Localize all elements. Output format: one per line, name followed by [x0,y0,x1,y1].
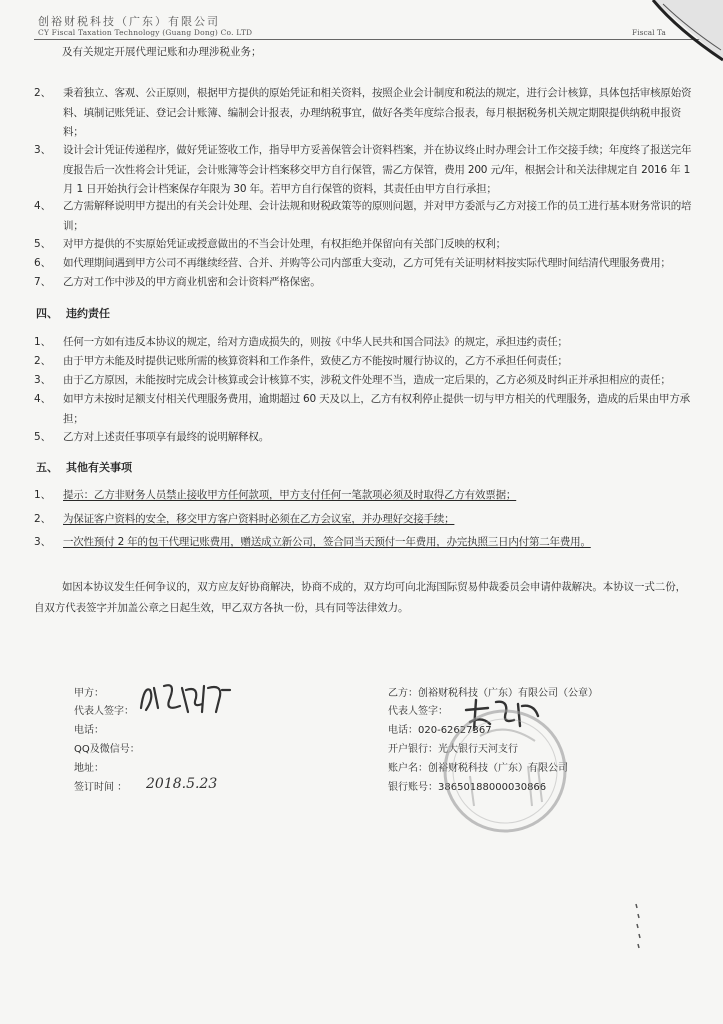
section-title: 违约责任 [66,307,110,320]
item-number: 2、 [34,355,52,367]
margin-marks-icon [630,900,650,960]
item-text: 设计会计凭证传递程序，做好凭证签收工作，指导甲方妥善保管会计资料档案，并在协议终止时办理会计工作交接手续；年度终了报送完年度报告后一次性将会计凭证，会计账簿等会计档案移交甲方自行保管，需乙方保管，费用 200 元/年，根据会计和关法律规定自 2016 年 1 月 1 日开始执行会计档案保存年限为 30 年。若甲方自行保管的资料，其责任由甲方自行承担； [63,144,692,195]
party-a-date-label: 签订时间 ： [74,782,128,793]
party-b-account-no-line: 银行账号：38650188000030866 [388,782,547,793]
item-text: 由于甲方未能及时提供记账所需的核算资料和工作条件，致使乙方不能按时履行协议的，乙方不承担任何责任； [63,355,568,367]
party-b-name-line: 乙方：创裕财税科技（广东）有限公司（公章） [388,688,598,699]
section-number: 四、 [36,307,58,320]
item-number: 5、 [34,238,52,250]
item-text: 乙方需解释说明甲方提出的有关会计处理、会计法规和财税政策等的原则问题，并对甲方委派与乙方对接工作的员工进行基本财务常识的培训； [63,200,692,232]
item-text: 乙方对上述责任事项享有最终的说明解释权。 [63,431,269,443]
item-text: 如甲方未按时足额支付相关代理服务费用，逾期超过 60 天及以上，乙方有权利停止提供一切与甲方相关的代理服务，造成的后果由甲方承担； [63,393,690,425]
item-text: 如代理期间遇到甲方公司不再继续经营、合并、并购等公司内部重大变动，乙方可凭有关证明材料按实际代理时间结清代理服务费用； [63,257,671,269]
item-text: 任何一方如有违反本协议的规定，给对方造成损失的，则按《中华人民共和国合同法》的规定，承担违约责任； [63,336,568,348]
folded-corner-icon [633,0,723,70]
item-number: 4、 [34,393,52,405]
party-b-bank-line: 开户银行：光大银行天河支行 [388,744,518,755]
item-text: 秉着独立、客观、公正原则，根据甲方提供的原始凭证和相关资料，按照企业会计制度和税法的规定，进行会计核算，具体包括审核原始资料、填制记账凭证、登记会计账簿、编制会计报表，办理纳税事宜，做好各类年度综合报表，每月根据税务机关规定期限提供纳税申报资料； [63,87,692,138]
header-company-en: CY Fiscal Taxation Technology (Guang Dong) Co. LTD [38,28,253,37]
section-title: 其他有关事项 [66,461,132,474]
section-heading [36,459,132,475]
item-number: 5、 [34,431,52,443]
item-number: 1、 [34,489,52,501]
party-a-date-handwritten: 2018.5.23 [146,776,218,792]
lead-text: 及有关规定开展代理记账和办理涉税业务； [62,46,262,58]
party-b-account-name-line: 账户名：创裕财税科技（广东）有限公司 [388,763,568,774]
item-text: 一次性预付 2 年的包干代理记账费用，赠送成立新公司，签合同当天预付一年费用，办完执照三日内付第二年费用。 [63,536,591,548]
item-number: 1、 [34,336,52,348]
company-seal-icon [440,706,570,836]
item-number: 7、 [34,276,52,288]
item-number: 4、 [34,200,52,212]
header-right-text: Fiscal Ta [632,28,666,37]
item-number: 3、 [34,374,52,386]
party-b-rep-label: 代表人签字： [388,706,448,717]
item-text: 为保证客户资料的安全，移交甲方客户资料时必须在乙方会议室，并办理好交接手续； [63,513,455,525]
party-a-phone-label: 电话： [74,725,104,736]
header-company-cn: 创裕财税科技（广东）有限公司 [38,15,220,28]
header-divider [34,39,723,40]
item-number: 2、 [34,87,52,99]
party-a-rep-label: 代表人签字： [74,706,134,717]
item-number: 3、 [34,536,52,548]
section-heading [36,305,110,321]
item-text: 由于乙方原因，未能按时完成会计核算或会计核算不实，涉税文件处理不当，造成一定后果的，乙方必须及时纠正并承担相应的责任； [63,374,671,386]
party-a-qq-label: QQ及微信号： [74,744,140,755]
item-number: 3、 [34,144,52,156]
section-number: 五、 [36,461,58,474]
closing-paragraph: 如因本协议发生任何争议的，双方应友好协商解决，协商不成的，双方均可向北海国际贸易仲裁委员会申请仲裁解决。本协议一式二份，自双方代表签字并加盖公章之日起生效，甲乙双方各执一份，具有同等法律效力。 [34,581,686,614]
item-text: 乙方对工作中涉及的甲方商业机密和会计资料严格保密。 [63,276,321,288]
item-number: 2、 [34,513,52,525]
item-number: 6、 [34,257,52,269]
party-b-phone-line: 电话：020-62627367 [388,725,492,736]
item-text: 提示：乙方非财务人员禁止接收甲方任何款项，甲方支付任何一笔款项必须及时取得乙方有效票据； [63,489,517,501]
party-a-signature-icon [136,678,236,718]
item-text: 对甲方提供的不实原始凭证或授意做出的不当会计处理，有权拒绝并保留向有关部门反映的权利； [63,238,506,250]
party-a-address-label: 地址： [74,763,104,774]
party-a-label: 甲方： [74,688,104,699]
